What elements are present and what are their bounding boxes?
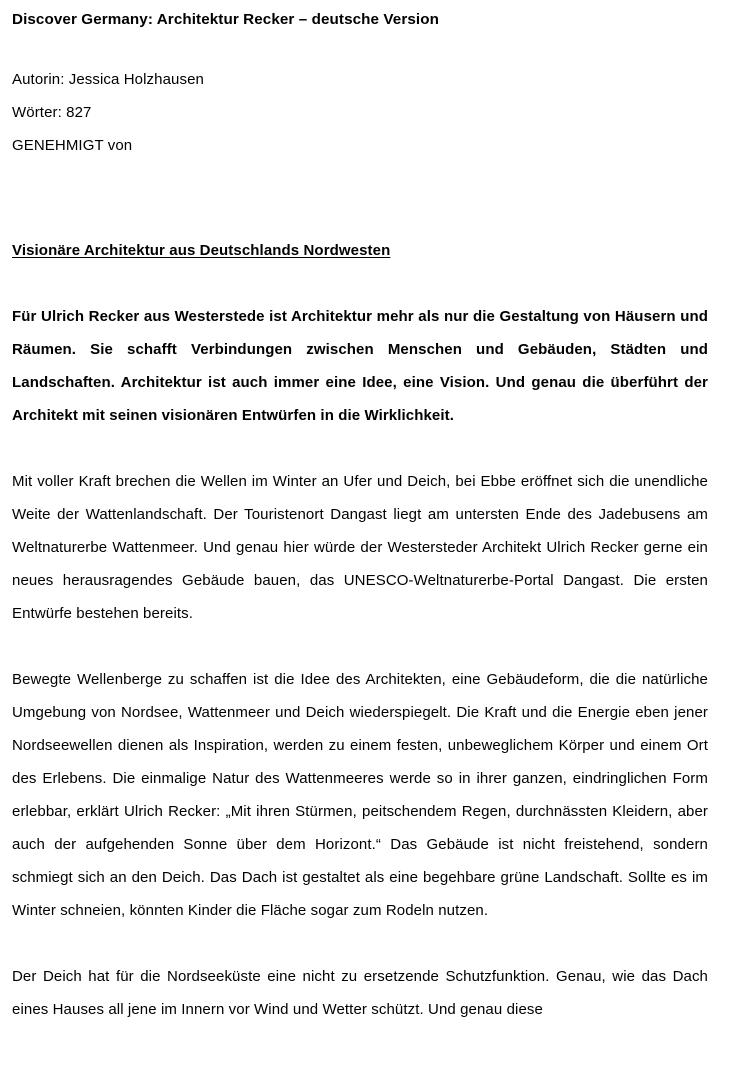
section-heading: Visionäre Architektur aus Deutschlands Nordwesten	[12, 242, 391, 259]
document-title: Discover Germany: Architektur Recker – deutsche Version	[12, 11, 439, 28]
author-line: Autorin: Jessica Holzhausen	[12, 71, 204, 88]
document-metadata	[12, 63, 708, 162]
document-content	[12, 0, 708, 1026]
body-paragraph-2: Bewegte Wellenberge zu schaffen ist die Idee des Architekten, eine Gebäudeform, die die natürliche Umgebung von Nordsee, Wattenmeer und Deich wiederspiegelt. Die Kraft und die Energie eben jener Nordseewellen dienen als Inspiration, werden zu einem festen, unbeweglichem Körper und einem Ort des Erlebens. Die einmalige Natur des Wattenmeeres werde so in ihrer ganzen, eindringlichen Form erlebbar, erklärt Ulrich Recker: „Mit ihren Stürmen, peitschendem Regen, durchnässten Kleidern, aber auch der aufgehenden Sonne über dem Horizont.“ Das Gebäude ist nicht freistehend, sondern schmiegt sich an den Deich. Das Dach ist gestaltet als eine begehbare grüne Landschaft. Sollte es im Winter schneien, könnten Kinder die Fläche sogar zum Rodeln nutzen.	[12, 671, 708, 919]
body-paragraph-3: Der Deich hat für die Nordseeküste eine nicht zu ersetzende Schutzfunktion. Genau, wie das Dach eines Hauses all jene im Innern vor Wind und Wetter schützt. Und genau diese	[12, 968, 708, 1018]
approval-line: GENEHMIGT von	[12, 137, 133, 154]
body-paragraph-1: Mit voller Kraft brechen die Wellen im Winter an Ufer und Deich, bei Ebbe eröffnet sich die unendliche Weite der Wattenlandschaft. Der Touristenort Dangast liegt am untersten Ende des Jadebusens am Weltnaturerbe Wattenmeer. Und genau hier würde der Westersteder Architekt Ulrich Recker gerne ein neues herausragendes Gebäude bauen, das UNESCO-Weltnaturerbe-Portal Dangast. Die ersten Entwürfe bestehen bereits.	[12, 473, 708, 622]
lead-paragraph: Für Ulrich Recker aus Westerstede ist Architektur mehr als nur die Gestaltung von Häusern und Räumen. Sie schafft Verbindungen zwischen Menschen und Gebäuden, Städten und Landschaften. Architektur ist auch immer eine Idee, eine Vision. Und genau die überführt der Architekt mit seinen visionären Entwürfen in die Wirklichkeit.	[12, 308, 708, 424]
word-count-line: Wörter: 827	[12, 104, 92, 121]
